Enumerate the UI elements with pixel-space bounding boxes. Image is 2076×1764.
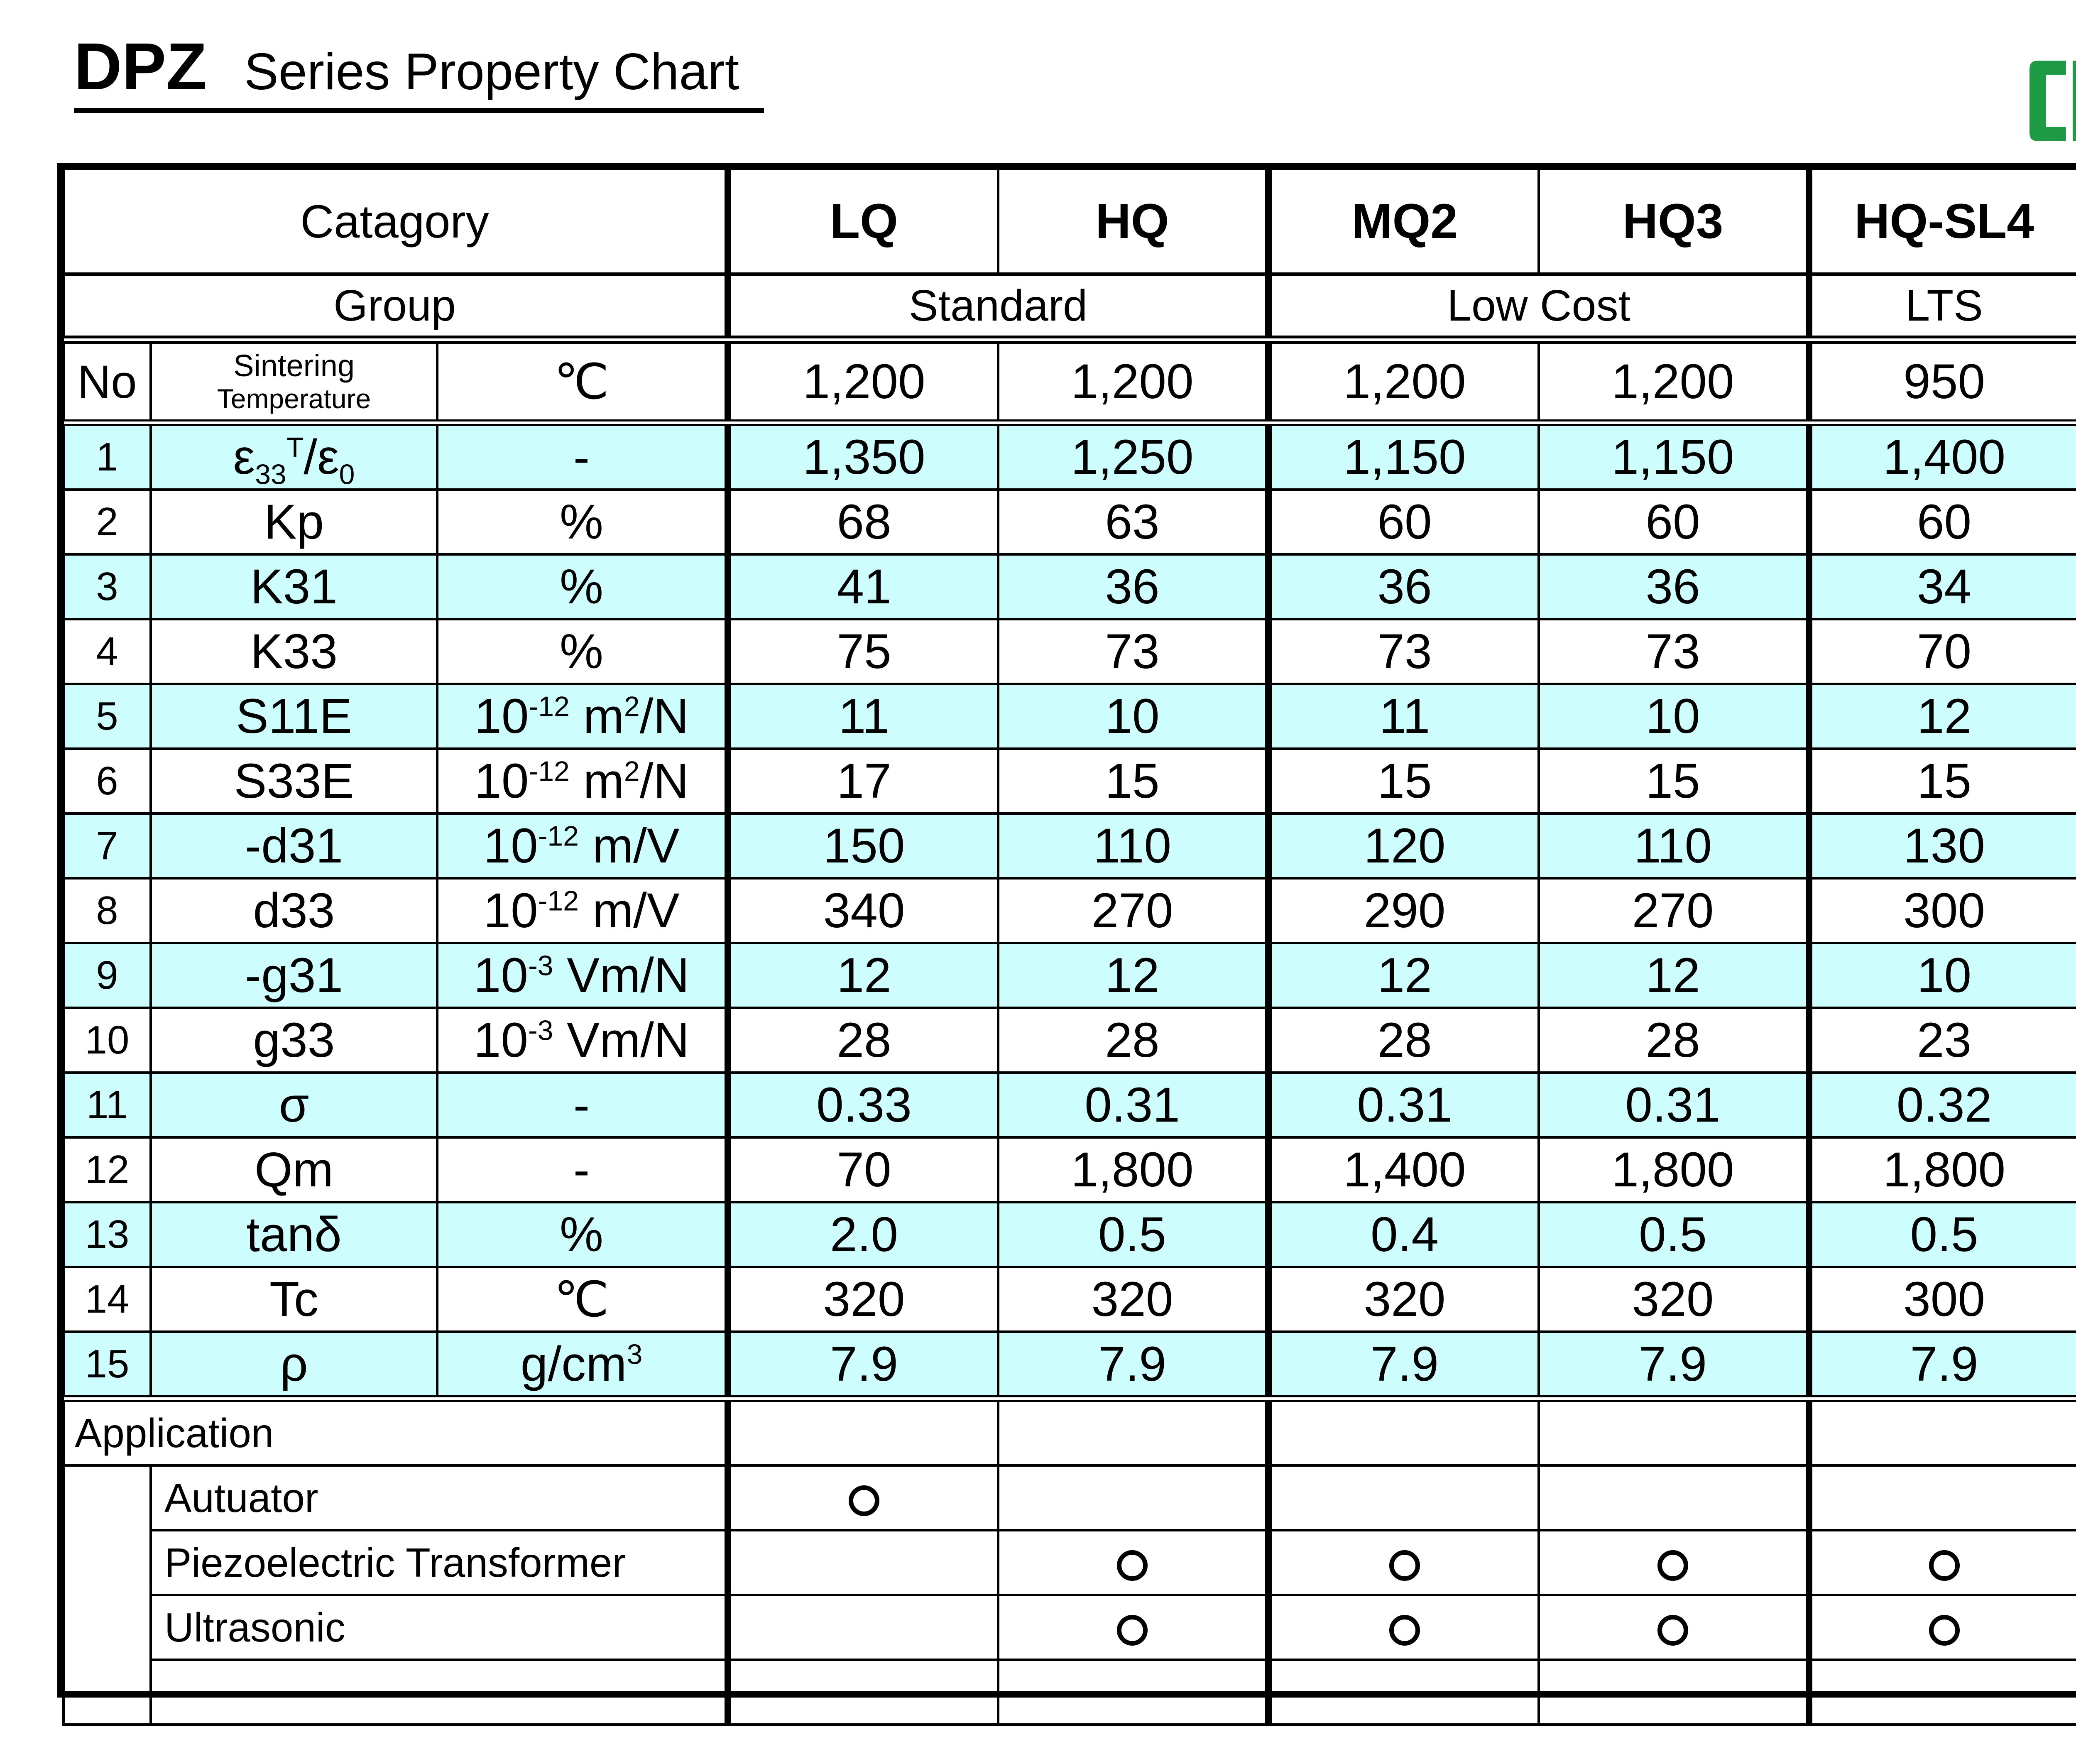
table-row: [64, 1008, 2076, 1073]
property-name: Tc: [151, 1267, 437, 1332]
property-unit: $g/cm^3$: [437, 1332, 728, 1399]
value-cell: 7.9: [728, 1332, 998, 1399]
value-cell: 120: [1268, 813, 1539, 878]
application-mark-cell: [998, 1595, 1268, 1660]
property-unit: %: [437, 1202, 728, 1267]
column-header: HQ: [998, 169, 1268, 274]
property-name: tanδ: [151, 1202, 437, 1267]
value-cell: 320: [998, 1267, 1268, 1332]
application-mark-cell: [1268, 1465, 1539, 1530]
value-cell: 70: [728, 1137, 998, 1202]
application-mark-cell: [728, 1660, 998, 1725]
row-number: 15: [64, 1332, 151, 1399]
table-row: [64, 490, 2076, 554]
value-cell: 1,800: [1539, 1137, 1809, 1202]
application-mark-cell: [1809, 1595, 2076, 1660]
value-cell: 0.5: [998, 1202, 1268, 1267]
value-cell: 73: [1268, 619, 1539, 684]
value-cell: 110: [998, 813, 1268, 878]
property-unit: %: [437, 554, 728, 619]
value-cell: 12: [1268, 943, 1539, 1008]
property-name: K31: [151, 554, 437, 619]
circle-mark-icon: [1929, 1550, 1960, 1581]
value-cell: 70: [1809, 619, 2076, 684]
table-row: [64, 423, 2076, 490]
application-mark-cell: [728, 1530, 998, 1595]
group-cell: LTS: [1809, 274, 2076, 340]
application-cell: [728, 1399, 998, 1465]
application-indent: [64, 1465, 151, 1530]
row-number: 5: [64, 684, 151, 749]
row-number: 1: [64, 423, 151, 490]
value-cell: 12: [1809, 684, 2076, 749]
application-item-empty: [151, 1660, 728, 1725]
column-header: LQ: [728, 169, 998, 274]
property-name: -g31: [151, 943, 437, 1008]
value-cell: 110: [1539, 813, 1809, 878]
value-cell: 10: [1809, 943, 2076, 1008]
value-cell: 28: [1268, 1008, 1539, 1073]
table-row: [64, 749, 2076, 813]
value-cell: 1,350: [728, 423, 998, 490]
value-cell: 150: [728, 813, 998, 878]
property-name: g33: [151, 1008, 437, 1073]
application-indent: [64, 1660, 151, 1725]
sintering-unit: ℃: [437, 340, 728, 423]
group-cell: Standard: [728, 274, 1268, 340]
value-cell: 340: [728, 878, 998, 943]
value-cell: 0.31: [998, 1073, 1268, 1137]
value-cell: 130: [1809, 813, 2076, 878]
value-cell: 0.33: [728, 1073, 998, 1137]
circle-mark-icon: [1117, 1615, 1148, 1646]
application-row: [64, 1465, 2076, 1530]
application-mark-cell: [998, 1465, 1268, 1530]
value-cell: 1,250: [998, 423, 1268, 490]
application-row: [64, 1595, 2076, 1660]
property-unit: $10^{-12}$ m/V: [437, 878, 728, 943]
value-cell: 17: [728, 749, 998, 813]
table-row: [64, 1332, 2076, 1399]
value-cell: 270: [1539, 878, 1809, 943]
value-cell: 300: [1809, 1267, 2076, 1332]
application-item: Autuator: [151, 1465, 728, 1530]
application-cell: [1268, 1399, 1539, 1465]
value-cell: 41: [728, 554, 998, 619]
value-cell: 73: [1539, 619, 1809, 684]
value-cell: 28: [1539, 1008, 1809, 1073]
circle-mark-icon: [849, 1485, 879, 1516]
value-cell: 60: [1809, 490, 2076, 554]
header-row: [64, 169, 2076, 274]
row-number: 8: [64, 878, 151, 943]
property-unit: %: [437, 619, 728, 684]
application-mark-cell: [1539, 1530, 1809, 1595]
value-cell: 0.31: [1539, 1073, 1809, 1137]
value-cell: 12: [998, 943, 1268, 1008]
company-logo: [2026, 53, 2076, 149]
value-cell: 10: [998, 684, 1268, 749]
application-item: Piezoelectric Transformer: [151, 1530, 728, 1595]
property-unit: -: [437, 1137, 728, 1202]
table-row: [64, 1137, 2076, 1202]
table-row: [64, 878, 2076, 943]
sintering-label-line1: Sintering: [233, 348, 355, 383]
value-cell: 7.9: [1539, 1332, 1809, 1399]
property-name: d33: [151, 878, 437, 943]
circle-mark-icon: [1389, 1550, 1420, 1581]
application-mark-cell: [1809, 1465, 2076, 1530]
value-cell: 11: [1268, 684, 1539, 749]
page-title: [74, 25, 764, 113]
table-row: [64, 1267, 2076, 1332]
value-cell: 270: [998, 878, 1268, 943]
application-mark-cell: [1268, 1595, 1539, 1660]
value-cell: 73: [998, 619, 1268, 684]
application-empty-row: [64, 1660, 2076, 1725]
group-cell: Low Cost: [1268, 274, 1809, 340]
application-header-row: [64, 1399, 2076, 1465]
value-cell: 0.4: [1268, 1202, 1539, 1267]
value-cell: 15: [998, 749, 1268, 813]
application-mark-cell: [728, 1465, 998, 1530]
property-name: -d31: [151, 813, 437, 878]
property-name: Kp: [151, 490, 437, 554]
property-table: [62, 168, 2076, 1726]
application-indent: [64, 1530, 151, 1595]
row-number: 7: [64, 813, 151, 878]
circle-mark-icon: [1389, 1615, 1420, 1646]
value-cell: 0.5: [1539, 1202, 1809, 1267]
property-unit: ℃: [437, 1267, 728, 1332]
property-name: S33E: [151, 749, 437, 813]
value-cell: 0.31: [1268, 1073, 1539, 1137]
page-subtitle: Series Property Chart: [244, 43, 739, 100]
table-row: [64, 943, 2076, 1008]
sintering-value: 950: [1809, 340, 2076, 423]
application-indent: [64, 1595, 151, 1660]
table-row: [64, 684, 2076, 749]
application-label: Application: [64, 1399, 728, 1465]
application-mark-cell: [728, 1595, 998, 1660]
circle-mark-icon: [1117, 1550, 1148, 1581]
row-number: 10: [64, 1008, 151, 1073]
choko-logo-icon: [2026, 57, 2076, 145]
sintering-value: 1,200: [998, 340, 1268, 423]
sintering-value: 1,200: [1268, 340, 1539, 423]
table-row: [64, 619, 2076, 684]
value-cell: 1,800: [998, 1137, 1268, 1202]
value-cell: 36: [1268, 554, 1539, 619]
column-header: MQ2: [1268, 169, 1539, 274]
value-cell: 1,400: [1809, 423, 2076, 490]
value-cell: 7.9: [1809, 1332, 2076, 1399]
circle-mark-icon: [1657, 1550, 1688, 1581]
application-mark-cell: [1809, 1530, 2076, 1595]
table-row: [64, 1073, 2076, 1137]
value-cell: 15: [1268, 749, 1539, 813]
value-cell: 36: [1539, 554, 1809, 619]
value-cell: 15: [1539, 749, 1809, 813]
property-unit: $10^{-12}$ $m^2/N$: [437, 684, 728, 749]
value-cell: 23: [1809, 1008, 2076, 1073]
circle-mark-icon: [1929, 1615, 1960, 1646]
value-cell: 300: [1809, 878, 2076, 943]
application-mark-cell: [998, 1530, 1268, 1595]
row-number: 9: [64, 943, 151, 1008]
property-unit: -: [437, 1073, 728, 1137]
table-row: [64, 813, 2076, 878]
value-cell: 7.9: [1268, 1332, 1539, 1399]
value-cell: 68: [728, 490, 998, 554]
value-cell: 1,800: [1809, 1137, 2076, 1202]
property-unit: $10^{-12}$ m/V: [437, 813, 728, 878]
table-row: [64, 554, 2076, 619]
application-cell: [1809, 1399, 2076, 1465]
value-cell: 10: [1539, 684, 1809, 749]
application-mark-cell: [1539, 1660, 1809, 1725]
group-label: Group: [64, 274, 728, 340]
property-name: Qm: [151, 1137, 437, 1202]
property-name: $\varepsilon_{33}^T/\varepsilon_0$: [151, 423, 437, 490]
property-name: K33: [151, 619, 437, 684]
row-number: 12: [64, 1137, 151, 1202]
value-cell: 7.9: [998, 1332, 1268, 1399]
row-number: 6: [64, 749, 151, 813]
value-cell: 12: [1539, 943, 1809, 1008]
application-mark-cell: [998, 1660, 1268, 1725]
circle-mark-icon: [1657, 1615, 1688, 1646]
value-cell: 28: [998, 1008, 1268, 1073]
value-cell: 60: [1268, 490, 1539, 554]
property-unit: %: [437, 490, 728, 554]
series-name: DPZ: [74, 29, 207, 103]
value-cell: 2.0: [728, 1202, 998, 1267]
value-cell: 63: [998, 490, 1268, 554]
property-unit: -: [437, 423, 728, 490]
table-row: [64, 1202, 2076, 1267]
sintering-row: [64, 340, 2076, 423]
value-cell: 12: [728, 943, 998, 1008]
value-cell: 34: [1809, 554, 2076, 619]
column-header: HQ-SL4: [1809, 169, 2076, 274]
row-number: 2: [64, 490, 151, 554]
row-number: 4: [64, 619, 151, 684]
value-cell: 320: [1539, 1267, 1809, 1332]
value-cell: 1,150: [1539, 423, 1809, 490]
value-cell: 36: [998, 554, 1268, 619]
application-mark-cell: [1809, 1660, 2076, 1725]
row-number: 11: [64, 1073, 151, 1137]
sintering-label: [151, 340, 437, 423]
application-item: Ultrasonic: [151, 1595, 728, 1660]
category-label: Catagory: [64, 169, 728, 274]
sintering-value: 1,200: [728, 340, 998, 423]
property-name: σ: [151, 1073, 437, 1137]
sintering-value: 1,200: [1539, 340, 1809, 423]
row-number: 3: [64, 554, 151, 619]
application-cell: [1539, 1399, 1809, 1465]
value-cell: 11: [728, 684, 998, 749]
property-unit: $10^{-3}$ Vm/N: [437, 943, 728, 1008]
value-cell: 0.32: [1809, 1073, 2076, 1137]
property-unit: $10^{-12}$ $m^2/N$: [437, 749, 728, 813]
group-row: [64, 274, 2076, 340]
sintering-label-line2: Temperature: [217, 383, 371, 414]
row-number: 14: [64, 1267, 151, 1332]
property-name: ρ: [151, 1332, 437, 1399]
value-cell: 1,150: [1268, 423, 1539, 490]
value-cell: 1,400: [1268, 1137, 1539, 1202]
application-mark-cell: [1268, 1530, 1539, 1595]
column-header: HQ3: [1539, 169, 1809, 274]
application-cell: [998, 1399, 1268, 1465]
row-number: 13: [64, 1202, 151, 1267]
table-body: [64, 169, 2076, 1725]
application-row: [64, 1530, 2076, 1595]
application-mark-cell: [1539, 1465, 1809, 1530]
value-cell: 75: [728, 619, 998, 684]
property-unit: $10^{-3}$ Vm/N: [437, 1008, 728, 1073]
application-mark-cell: [1268, 1660, 1539, 1725]
value-cell: 290: [1268, 878, 1539, 943]
value-cell: 60: [1539, 490, 1809, 554]
value-cell: 28: [728, 1008, 998, 1073]
no-header: No: [64, 340, 151, 423]
application-mark-cell: [1539, 1595, 1809, 1660]
value-cell: 320: [1268, 1267, 1539, 1332]
value-cell: 15: [1809, 749, 2076, 813]
value-cell: 320: [728, 1267, 998, 1332]
property-name: S11E: [151, 684, 437, 749]
value-cell: 0.5: [1809, 1202, 2076, 1267]
